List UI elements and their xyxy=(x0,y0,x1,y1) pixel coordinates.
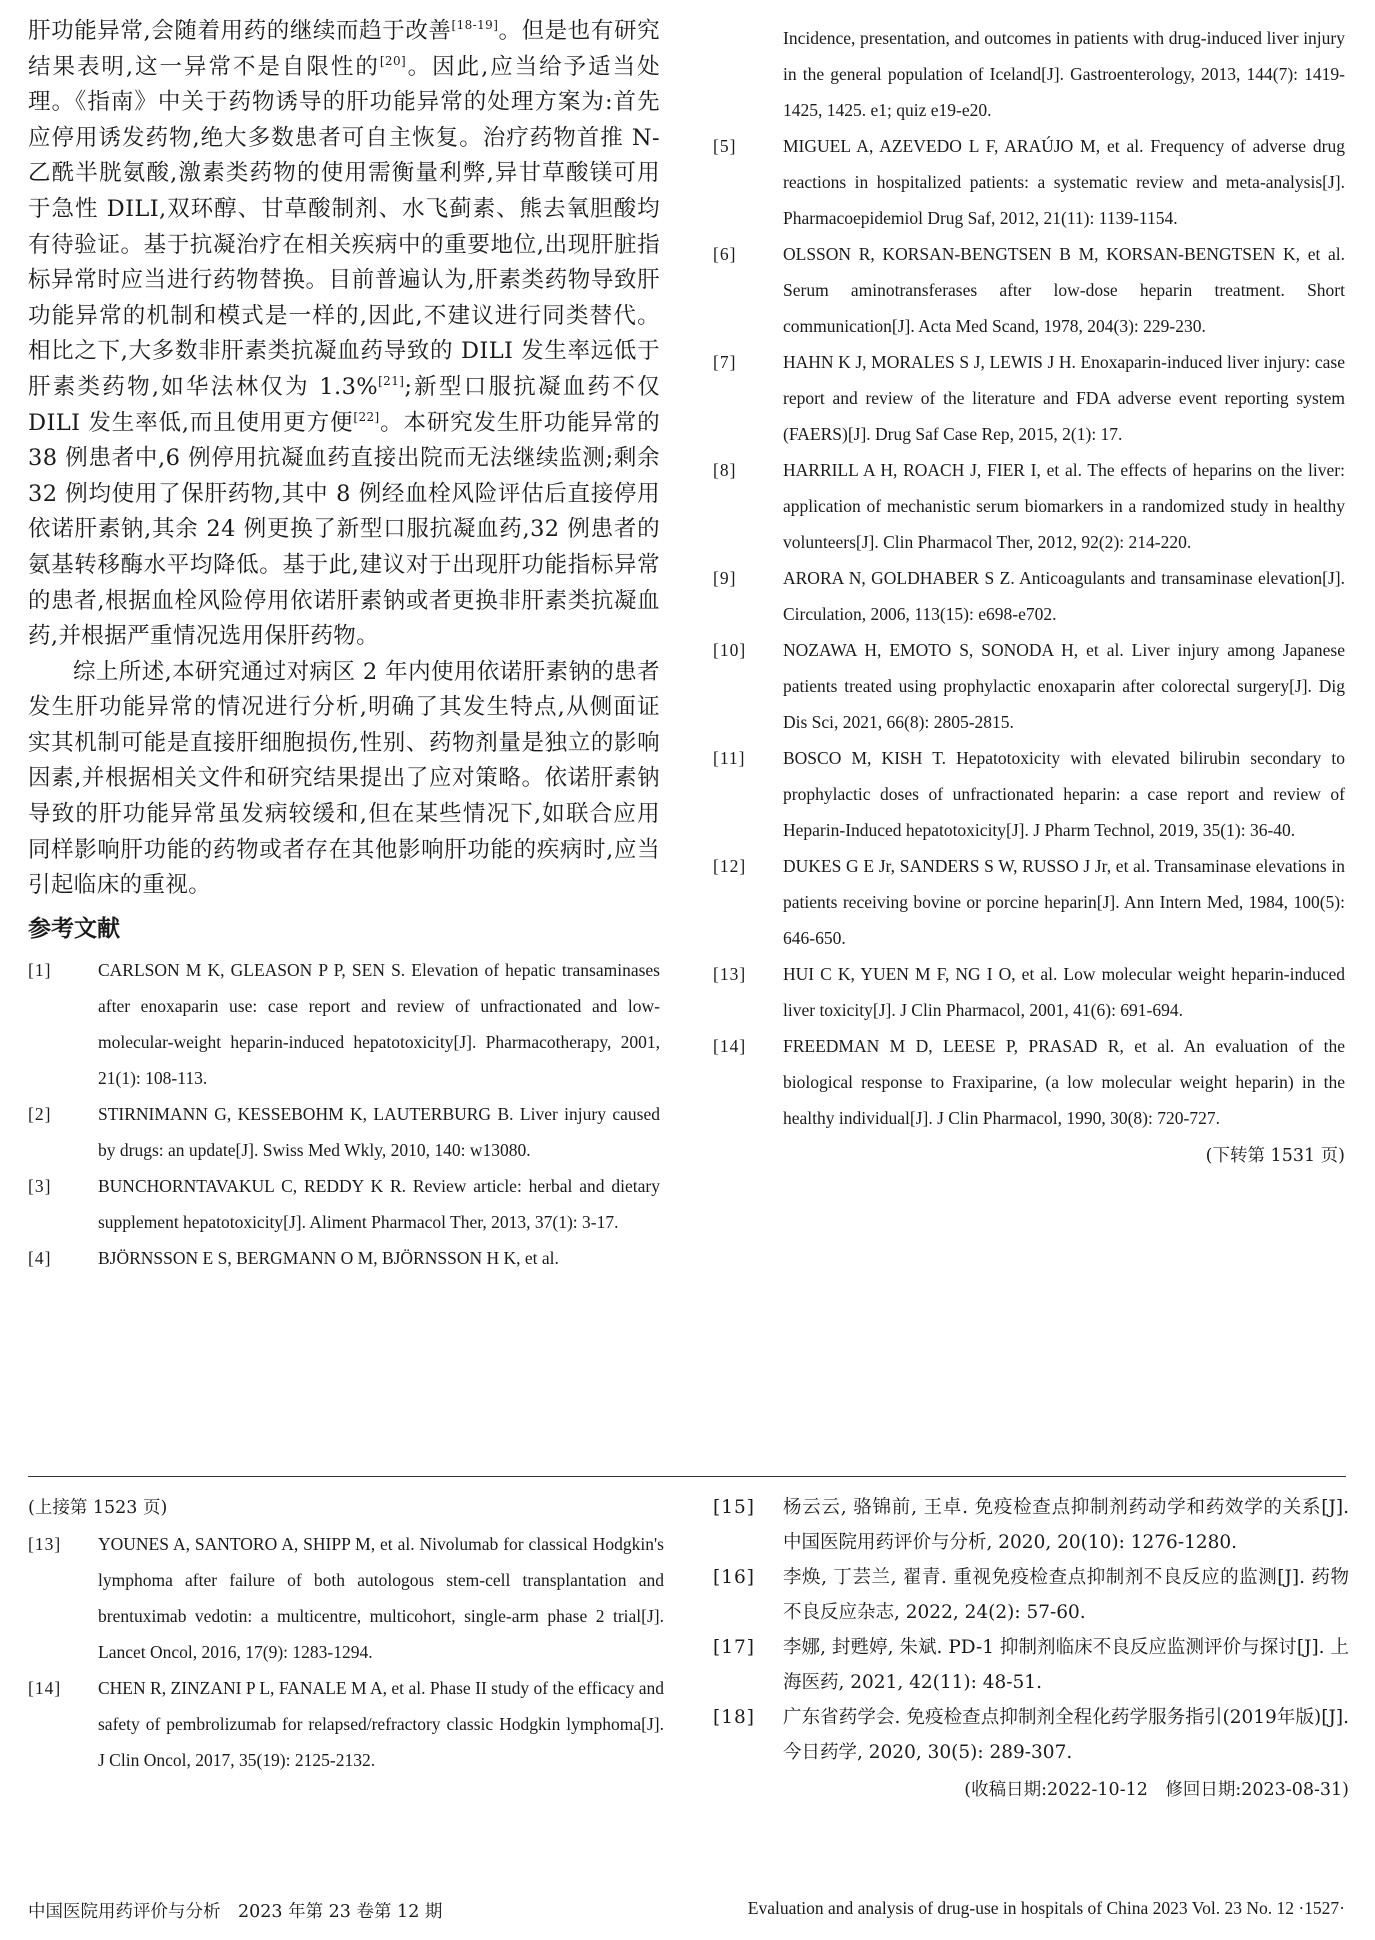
citation-superscript: [18-19] xyxy=(451,18,499,32)
reference-item xyxy=(713,128,1345,236)
right-column xyxy=(713,20,1345,1174)
reference-text: 李焕, 丁芸兰, 翟青. 重视免疫检查点抑制剂不良反应的监测[J]. 药物不良反应杂志, 2022, 24(2): 57-60. xyxy=(783,1567,1349,1623)
reference-text: HAHN K J, MORALES S J, LEWIS J H. Enoxaparin-induced liver injury: case report and review of the literature and FDA adverse event reporting system (FAERS)[J]. Drug Saf Case Rep, 2015, 2(1): 17. xyxy=(783,352,1345,444)
continued-from-note: (上接第 1523 页) xyxy=(28,1498,168,1518)
reference-text: Incidence, presentation, and outcomes in patients with drug-induced liver injury in the general population of Iceland[J]. Gastroenterology, 2013, 144(7): 1419-1425, 1425. e1; quiz e19-e20. xyxy=(783,28,1345,120)
reference-number: [10] xyxy=(713,640,747,660)
reference-text: OLSSON R, KORSAN-BENGTSEN B M, KORSAN-BENGTSEN K, et al. Serum aminotransferases after low-dose heparin treatment. Short communication[J]. Acta Med Scand, 1978, 204(3): 229-230. xyxy=(783,244,1345,336)
reference-number: [18] xyxy=(713,1707,755,1728)
paragraph-text: 。因此,应当给予适当处理。《指南》中关于药物诱导的肝功能异常的处理方案为:首先应停用诱发药物,绝大多数患者可自主恢复。治疗药物首推 N-乙酰半胱氨酸,激素类药物的使用需衡量利弊,异甘草酸镁可用于急性 DILI,双环醇、甘草酸制剂、水飞蓟素、熊去氧胆酸均有待验证。基于抗凝治疗在相关疾病中的重要地位,出现肝脏指标异常时应当进行药物替换。目前普遍认为,肝素类药物导致肝功能异常的机制和模式是一样的,因此,不建议进行同类替代。相比之下,大多数非肝素类抗凝血药导致的 DILI 发生率远低于肝素类药物,如华法林仅为 1.3% xyxy=(28,53,660,400)
reference-list-right xyxy=(713,20,1345,1136)
reference-number: [16] xyxy=(713,1567,755,1588)
reference-item xyxy=(713,1630,1349,1700)
paragraph-text: 。但是也有研究结果表明,这一异常不是自限性的 xyxy=(28,18,660,80)
reference-item xyxy=(713,632,1345,740)
reference-item xyxy=(713,344,1345,452)
reference-item xyxy=(713,20,1345,128)
received-date: (收稿日期:2022-10-12 修回日期:2023-08-31) xyxy=(964,1780,1349,1800)
reference-text: CARLSON M K, GLEASON P P, SEN S. Elevation of hepatic transaminases after enoxaparin use: case report and review of unfractionated and low-molecular-weight heparin-induced hepatotoxicity[J]. Pharmacotherapy, 2001, 21(1): 108-113. xyxy=(98,959,660,1088)
reference-text: BOSCO M, KISH T. Hepatotoxicity with elevated bilirubin secondary to prophylactic doses of unfractionated heparin: a case report and review of Heparin-Induced hepatotoxicity[J]. J Pharm Technol, 2019, 35(1): 36-40. xyxy=(783,748,1345,840)
reference-text: 广东省药学会. 免疫检查点抑制剂全程化药学服务指引(2019年版)[J]. 今日药学, 2020, 30(5): 289-307. xyxy=(783,1707,1349,1763)
reference-text: DUKES G E Jr, SANDERS S W, RUSSO J Jr, et al. Transaminase elevations in patients receiving bovine or porcine heparin[J]. Ann Intern Med, 1984, 100(5): 646-650. xyxy=(783,856,1345,948)
reference-text: HARRILL A H, ROACH J, FIER I, et al. The effects of heparins on the liver: application of mechanistic serum biomarkers in a randomized study in healthy volunteers[J]. Clin Pharmacol Ther, 2012, 92(2): 214-220. xyxy=(783,460,1345,552)
footer-journal-en: Evaluation and analysis of drug-use in hospitals of China 2023 Vol. 23 No. 12 ·1527· xyxy=(747,1898,1345,1918)
reference-item xyxy=(28,1526,664,1670)
continued-note: (下转第 1531 页) xyxy=(1205,1146,1345,1166)
reference-text: HUI C K, YUEN M F, NG I O, et al. Low molecular weight heparin-induced liver toxicity[J]. J Clin Pharmacol, 2001, 41(6): 691-694. xyxy=(783,964,1345,1020)
paragraph-text: 。本研究发生肝功能异常的 38 例患者中,6 例停用抗凝血药直接出院而无法继续监测;剩余 32 例均使用了保肝药物,其中 8 例经血栓风险评估后直接停用依诺肝素钠,其余 24 例更换了新型口服抗凝血药,32 例患者的氨基转移酶水平均降低。基于此,建议对于出现肝功能指标异常的患者,根据血栓风险停用依诺肝素钠或者更换非肝素类抗凝血药,并根据严重情况选用保肝药物。 xyxy=(28,409,660,650)
reference-number: [6] xyxy=(713,244,737,264)
reference-item xyxy=(713,452,1345,560)
reference-text: CHEN R, ZINZANI P L, FANALE M A, et al. Phase II study of the efficacy and safety of pembrolizumab for relapsed/refractory classic Hodgkin lymphoma[J]. J Clin Oncol, 2017, 35(19): 2125-2132. xyxy=(98,1678,664,1770)
reference-number: [15] xyxy=(713,1497,755,1518)
citation-superscript: [20] xyxy=(379,53,407,68)
reference-text: FREEDMAN M D, LEESE P, PRASAD R, et al. An evaluation of the biological response to Fraxiparine, (a low molecular weight heparin) in the healthy individual[J]. J Clin Pharmacol, 1990, 30(8): 720-727. xyxy=(783,1036,1345,1128)
paragraph-text: ;新型口服抗凝血药不仅 DILI 发生率低,而且使用更方便 xyxy=(28,373,660,436)
reference-number xyxy=(713,20,783,128)
reference-number: [3] xyxy=(28,1175,52,1196)
citation-superscript: [22] xyxy=(353,409,380,424)
reference-list-bottom-left xyxy=(28,1526,664,1778)
reference-item xyxy=(28,952,660,1096)
paragraph-text: 肝功能异常,会随着用药的继续而趋于改善 xyxy=(28,18,452,44)
reference-item xyxy=(713,1700,1349,1770)
bottom-right-column xyxy=(713,1490,1349,1808)
reference-item xyxy=(713,1490,1349,1560)
reference-number: [9] xyxy=(713,568,737,588)
reference-text: ARORA N, GOLDHABER S Z. Anticoagulants and transaminase elevation[J]. Circulation, 2006, 113(15): e698-e702. xyxy=(783,568,1345,624)
left-column xyxy=(28,14,660,1276)
reference-number: [12] xyxy=(713,856,747,876)
reference-number: [4] xyxy=(28,1247,52,1268)
reference-item xyxy=(713,1028,1345,1136)
reference-text: YOUNES A, SANTORO A, SHIPP M, et al. Nivolumab for classical Hodgkin's lymphoma after failure of both autologous stem-cell transplantation and brentuximab vedotin: a multicentre, multicohort, single-arm phase 2 trial[J]. Lancet Oncol, 2016, 17(9): 1283-1294. xyxy=(98,1534,664,1662)
reference-item xyxy=(713,740,1345,848)
reference-number: [8] xyxy=(713,460,737,480)
reference-number: [13] xyxy=(28,1534,62,1554)
reference-item xyxy=(28,1240,660,1276)
reference-number: [5] xyxy=(713,136,737,156)
reference-item xyxy=(28,1670,664,1778)
section-divider xyxy=(28,1476,1346,1477)
reference-item xyxy=(28,1168,660,1240)
reference-item xyxy=(713,956,1345,1028)
reference-list-bottom-right xyxy=(713,1490,1349,1770)
reference-list-left xyxy=(28,952,660,1276)
references-heading: 参考文献 xyxy=(28,915,120,942)
reference-number: [11] xyxy=(713,748,746,768)
reference-number: [1] xyxy=(28,959,52,980)
reference-number: [7] xyxy=(713,352,737,372)
reference-number: [17] xyxy=(713,1637,755,1658)
body-paragraph-2: 综上所述,本研究通过对病区 2 年内使用依诺肝素钠的患者发生肝功能异常的情况进行分析,明确了其发生特点,从侧面证实其机制可能是直接肝细胞损伤,性别、药物剂量是独立的影响因素,并根据相关文件和研究结果提出了应对策略。依诺肝素钠导致的肝功能异常虽发病较缓和,但在某些情况下,如联合应用同样影响肝功能的药物或者存在其他影响肝功能的疾病时,应当引起临床的重视。 xyxy=(28,658,660,899)
reference-text: 杨云云, 骆锦前, 王卓. 免疫检查点抑制剂药动学和药效学的关系[J]. 中国医院用药评价与分析, 2020, 20(10): 1276-1280. xyxy=(783,1497,1349,1553)
reference-text: 李娜, 封甦婷, 朱斌. PD-1 抑制剂临床不良反应监测评价与探讨[J]. 上海医药, 2021, 42(11): 48-51. xyxy=(783,1637,1349,1693)
reference-text: BUNCHORNTAVAKUL C, REDDY K R. Review article: herbal and dietary supplement hepatotoxicity[J]. Aliment Pharmacol Ther, 2013, 37(1): 3-17. xyxy=(98,1175,660,1232)
reference-item xyxy=(713,848,1345,956)
body-paragraph-1 xyxy=(28,14,660,655)
reference-text: BJÖRNSSON E S, BERGMANN O M, BJÖRNSSON H K, et al. xyxy=(98,1247,559,1268)
reference-item xyxy=(28,1096,660,1168)
reference-number: [2] xyxy=(28,1103,52,1124)
bottom-left-column xyxy=(28,1490,664,1778)
reference-item xyxy=(713,1560,1349,1630)
reference-item xyxy=(713,560,1345,632)
reference-number: [14] xyxy=(713,1036,747,1056)
reference-number: [13] xyxy=(713,964,747,984)
reference-text: STIRNIMANN G, KESSEBOHM K, LAUTERBURG B. Liver injury caused by drugs: an update[J]. Swiss Med Wkly, 2010, 140: w13080. xyxy=(98,1103,660,1160)
reference-text: NOZAWA H, EMOTO S, SONODA H, et al. Liver injury among Japanese patients treated using prophylactic enoxaparin after colorectal surgery[J]. Dig Dis Sci, 2021, 66(8): 2805-2815. xyxy=(783,640,1345,732)
citation-superscript: [21] xyxy=(378,373,405,388)
reference-item xyxy=(713,236,1345,344)
footer-journal-cn: 中国医院用药评价与分析 2023 年第 23 卷第 12 期 xyxy=(28,1902,443,1922)
reference-number: [14] xyxy=(28,1678,62,1698)
reference-text: MIGUEL A, AZEVEDO L F, ARAÚJO M, et al. Frequency of adverse drug reactions in hospitalized patients: a systematic review and meta-analysis[J]. Pharmacoepidemiol Drug Saf, 2012, 21(11): 1139-1154. xyxy=(783,136,1345,228)
